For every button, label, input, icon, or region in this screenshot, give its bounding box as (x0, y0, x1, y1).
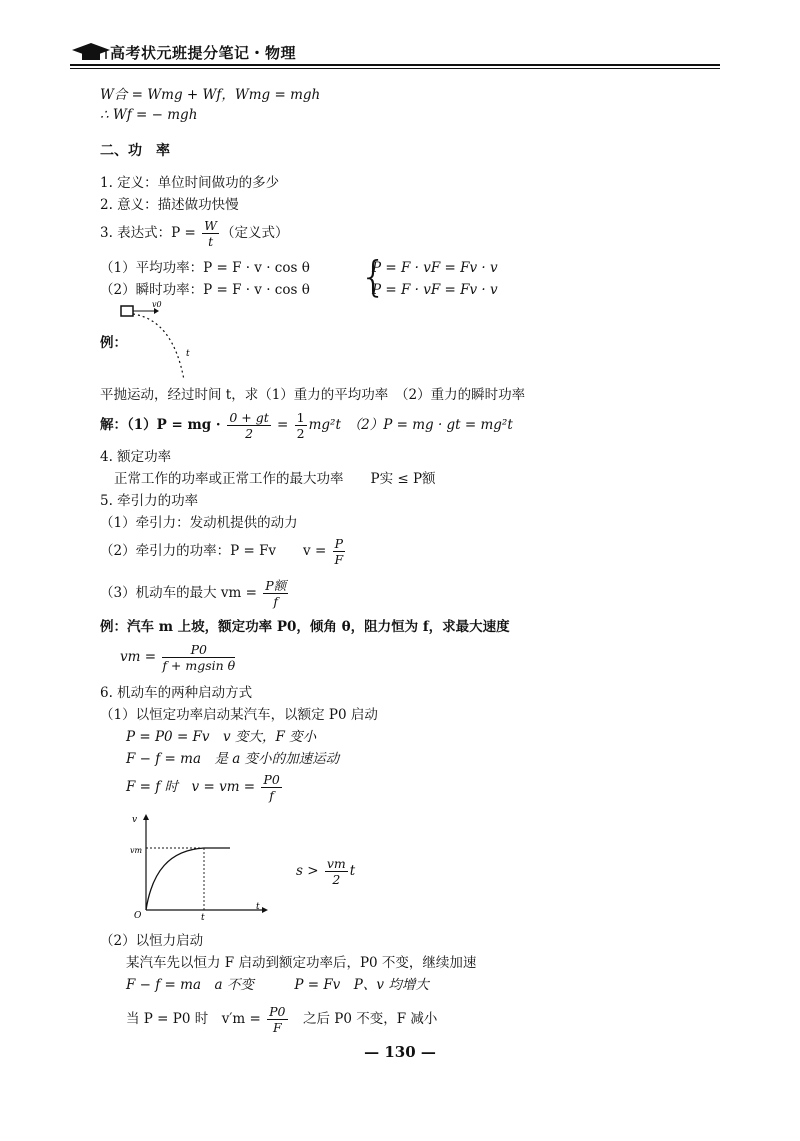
fraction-p0-slope: $\frac{P0}{\text{f + mgsin θ}}$ (162, 642, 236, 673)
graph-x-label: t (256, 902, 260, 912)
sketch-t-label: t (186, 349, 190, 359)
constant-force-desc: 某汽车先以恒力 F 启动到额定功率后，P0 不变，继续加速 (126, 955, 477, 971)
constant-power-eq3: F = f 时 v = vm = $\frac{P0}{f}$ (126, 772, 280, 803)
eq-work-friction: ∴ Wf = − mgh (100, 107, 198, 123)
example-label: 例： (100, 335, 127, 351)
constant-power-heading: （1）以恒定功率启动某汽车，以额定 P0 启动 (100, 707, 378, 723)
header-title: 高考状元班提分笔记・物理 (110, 44, 297, 62)
rated-power-desc: 正常工作的功率或正常工作的最大功率 P实 ≤ P额 (114, 471, 436, 487)
graph-origin-label: O (134, 911, 142, 921)
page-number: — 130 — (364, 1043, 436, 1061)
sketch-block (121, 306, 133, 316)
sketch-v0-label: v0 (152, 300, 162, 309)
brace-formula-instant: P = F · vF = Fv · v (372, 282, 498, 298)
definition-line: 1. 定义：单位时间做功的多少 (100, 175, 280, 191)
page-header (70, 36, 720, 70)
constant-force-heading: （2）以恒力启动 (100, 933, 204, 949)
average-power-line: （1）平均功率：P = F · v · cos θ (100, 260, 310, 276)
meaning-line: 2. 意义：描述做功快慢 (100, 197, 239, 213)
constant-power-eq2: F − f = ma 是 a 变小的加速运动 (126, 751, 340, 767)
traction-heading: 5. 牵引力的功率 (100, 493, 199, 509)
example-slope: 例：汽车 m 上坡，额定功率 P0，倾角 θ，阻力恒为 f，求最大速度 (100, 619, 510, 635)
rated-power-heading: 4. 额定功率 (100, 449, 172, 465)
section-title-power: 二、功 率 (100, 143, 170, 159)
constant-force-eq1: F − f = ma a 不变 P = Fv P、v 均增大 (126, 977, 429, 993)
start-modes-heading: 6. 机动车的两种启动方式 (100, 685, 253, 701)
fraction-gt-2: $\frac{0 + gt}{2}$ (229, 410, 269, 441)
fraction-prated-f: $\frac{\text{P额}}{f}$ (265, 578, 287, 609)
displacement-inequality: s > $\frac{vm}{2}$ t (296, 856, 356, 887)
traction-power-line: （2）牵引力的功率：P = Fv v = $\frac{P}{F}$ (100, 536, 344, 567)
graph-curve (146, 848, 230, 910)
header-rule (70, 64, 720, 66)
fraction-p-f: $\frac{P}{F}$ (334, 536, 344, 567)
brace-formula-average: P = F · vF = Fv · v (372, 260, 498, 276)
example-question: 平抛运动，经过时间 t，求（1）重力的平均功率 （2）重力的瞬时功率 (100, 387, 526, 403)
constant-power-eq1: P = P0 = Fv v 变大，F 变小 (126, 729, 317, 745)
vt-graph (124, 812, 274, 924)
solution-line: 解：（1）P = mg · $\frac{0 + gt}{2}$ = $\frac{1}{2}$ mg²t （2）P = mg · gt = mg²t (100, 410, 513, 441)
traction-force-line: （1）牵引力：发动机提供的动力 (100, 515, 298, 531)
fraction-vm-2: $\frac{vm}{2}$ (326, 856, 346, 887)
constant-force-eq2: 当 P = P0 时 v′m = $\frac{P0}{F}$ 之后 P0 不变，F 减小 (126, 1004, 438, 1035)
fraction-half: $\frac{1}{2}$ (296, 410, 305, 441)
graph-vm-label: vm (130, 846, 143, 855)
expression-line: 3. 表达式：P = $\frac{W}{t}$ （定义式） (100, 218, 289, 249)
header-rule-thin (70, 68, 720, 69)
brace-symbol: { (360, 252, 387, 301)
graph-y-label: v (132, 815, 138, 825)
max-speed-line: （3）机动车的最大 vm = $\frac{\text{P额}}{f}$ (100, 578, 287, 609)
fraction-p0-F: $\frac{P0}{F}$ (269, 1004, 286, 1035)
instant-power-line: （2）瞬时功率：P = F · v · cos θ (100, 282, 310, 298)
slope-answer: vm = $\frac{P0}{\text{f + mgsin θ}}$ (120, 642, 236, 673)
graph-t-label: t (201, 913, 205, 923)
fraction-w-t: $\frac{W}{t}$ (204, 218, 218, 249)
graduation-cap-icon (70, 40, 112, 62)
projectile-sketch (118, 300, 198, 382)
eq-work-total: W合 = Wmg + Wf，Wmg = mgh (100, 87, 321, 103)
sketch-trajectory (133, 314, 184, 380)
fraction-p0-f: $\frac{P0}{f}$ (263, 772, 280, 803)
